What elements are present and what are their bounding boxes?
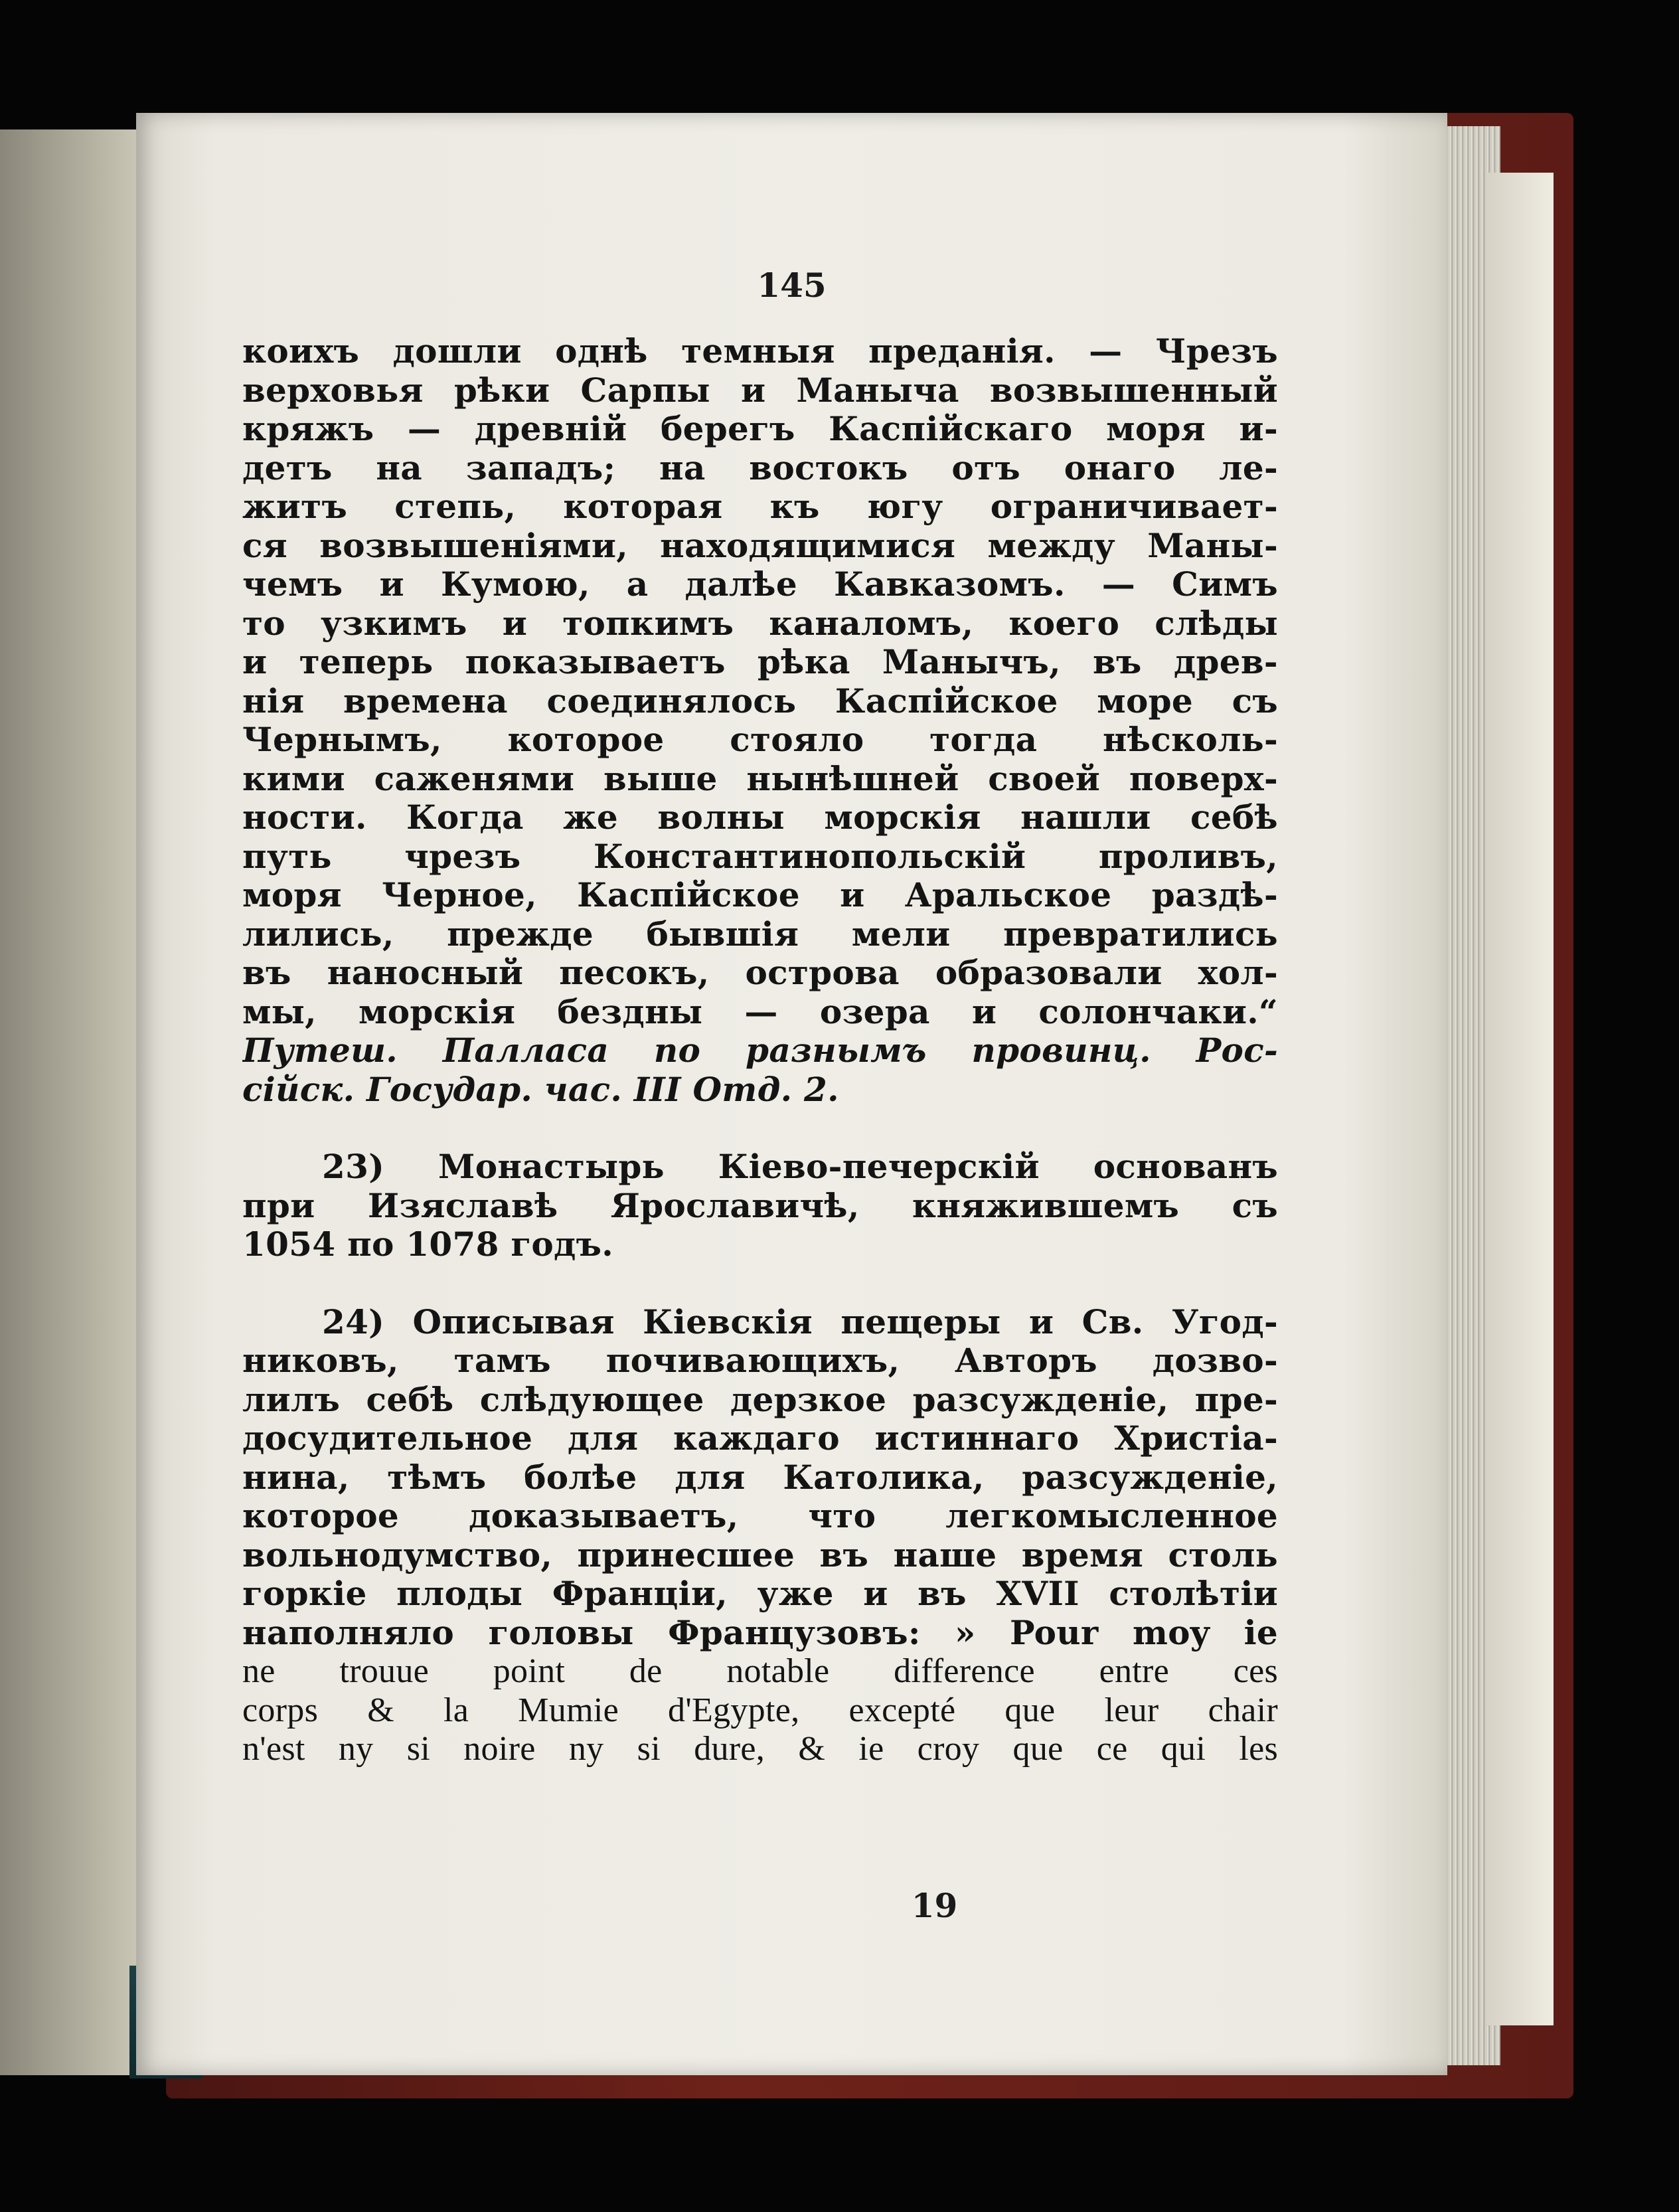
citation-line: сійск. Государ. час. III Отд. 2. (242, 1070, 839, 1109)
text-line: ся возвышеніями, находящимися между Маны- (242, 526, 1278, 565)
french-quote-line: corps & la Mumie d'Egypte, excepté que leur chair (242, 1691, 1278, 1729)
french-quote-line: ne trouue point de notable difference entre ces (242, 1652, 1278, 1690)
footnote-24-line: нина, тѣмъ болѣе для Католика, разсужденіе, (242, 1458, 1278, 1497)
text-line: лились, прежде бывшія мели превратились (242, 914, 1278, 954)
footnote-24-line: досудительное для каждаго истиннаго Христіа- (242, 1419, 1278, 1458)
text-line: коихъ дошли однѣ темныя преданія. — Чрезъ (242, 332, 1278, 371)
text-line: мы, морскія бездны — озера и солончаки.“ (242, 992, 1278, 1031)
footnote-24-line: наполняло головы Французовъ: » Pour moy ie (242, 1613, 1278, 1652)
footnote-23-line: при Изяславѣ Ярославичѣ, княжившемъ съ (242, 1186, 1278, 1225)
text-line: нія времена соединялось Каспійское море съ (242, 681, 1278, 721)
french-quote-line: n'est ny si noire ny si dure, & ie croy que ce qui les (242, 1730, 1278, 1768)
text-line: ности. Когда же волны морскія нашли себѣ (242, 798, 1278, 837)
footnote-23-line: 23) Монастырь Кіево-печерскій основанъ (322, 1148, 1278, 1186)
signature-number-text: 19 (911, 1886, 958, 1925)
text-line: путь чрезъ Константинопольскій проливъ, (242, 837, 1278, 876)
signature-number (136, 1886, 1447, 1925)
text-line: въ наносный песокъ, острова образовали хол- (242, 954, 1278, 992)
text-line: чемъ и Кумою, а далѣе Кавказомъ. — Симъ (242, 565, 1278, 604)
text-line: верховья рѣки Сарпы и Маныча возвышенный (242, 371, 1278, 410)
footnote-24-line: лилъ себѣ слѣдующее дерзкое разсужденіе, пре- (242, 1380, 1278, 1419)
text-line: житъ степь, которая къ югу ограничивает- (242, 487, 1278, 526)
citation-line: Путеш. Палласа по разнымъ провинц. Рос- (242, 1031, 1278, 1070)
footnote-24-line: 24) Описывая Кіевскія пещеры и Св. Угод- (322, 1302, 1278, 1341)
text-line: то узкимъ и топкимъ каналомъ, коего слѣды (242, 604, 1278, 643)
book-page (136, 113, 1447, 2075)
footnote-24-line: которое доказываетъ, что легкомысленное (242, 1497, 1278, 1535)
text-line: Чернымъ, которое стояло тогда нѣсколь- (242, 721, 1278, 759)
footnote-24-line: никовъ, тамъ почивающихъ, Авторъ дозво- (242, 1341, 1278, 1380)
text-line: детъ на западъ; на востокъ отъ онаго ле- (242, 448, 1278, 487)
text-line: кряжъ — древній берегъ Каспійскаго моря и- (242, 410, 1278, 448)
text-line: и теперь показываетъ рѣка Манычъ, въ древ- (242, 643, 1278, 681)
right-page-edge (1487, 173, 1554, 2025)
text-line: моря Черное, Каспійское и Аральское раздѣ- (242, 876, 1278, 914)
page-number: 145 (757, 266, 827, 305)
footnote-23-line: 1054 по 1078 годъ. (242, 1225, 613, 1264)
page-text (242, 332, 1278, 1769)
footnote-24-line: горкіе плоды Франціи, уже и въ XVII столѣтіи (242, 1574, 1278, 1613)
text-line: кими саженями выше нынѣшней своей поверх- (242, 759, 1278, 798)
footnote-24-line: вольнодумство, принесшее въ наше время столь (242, 1535, 1278, 1574)
